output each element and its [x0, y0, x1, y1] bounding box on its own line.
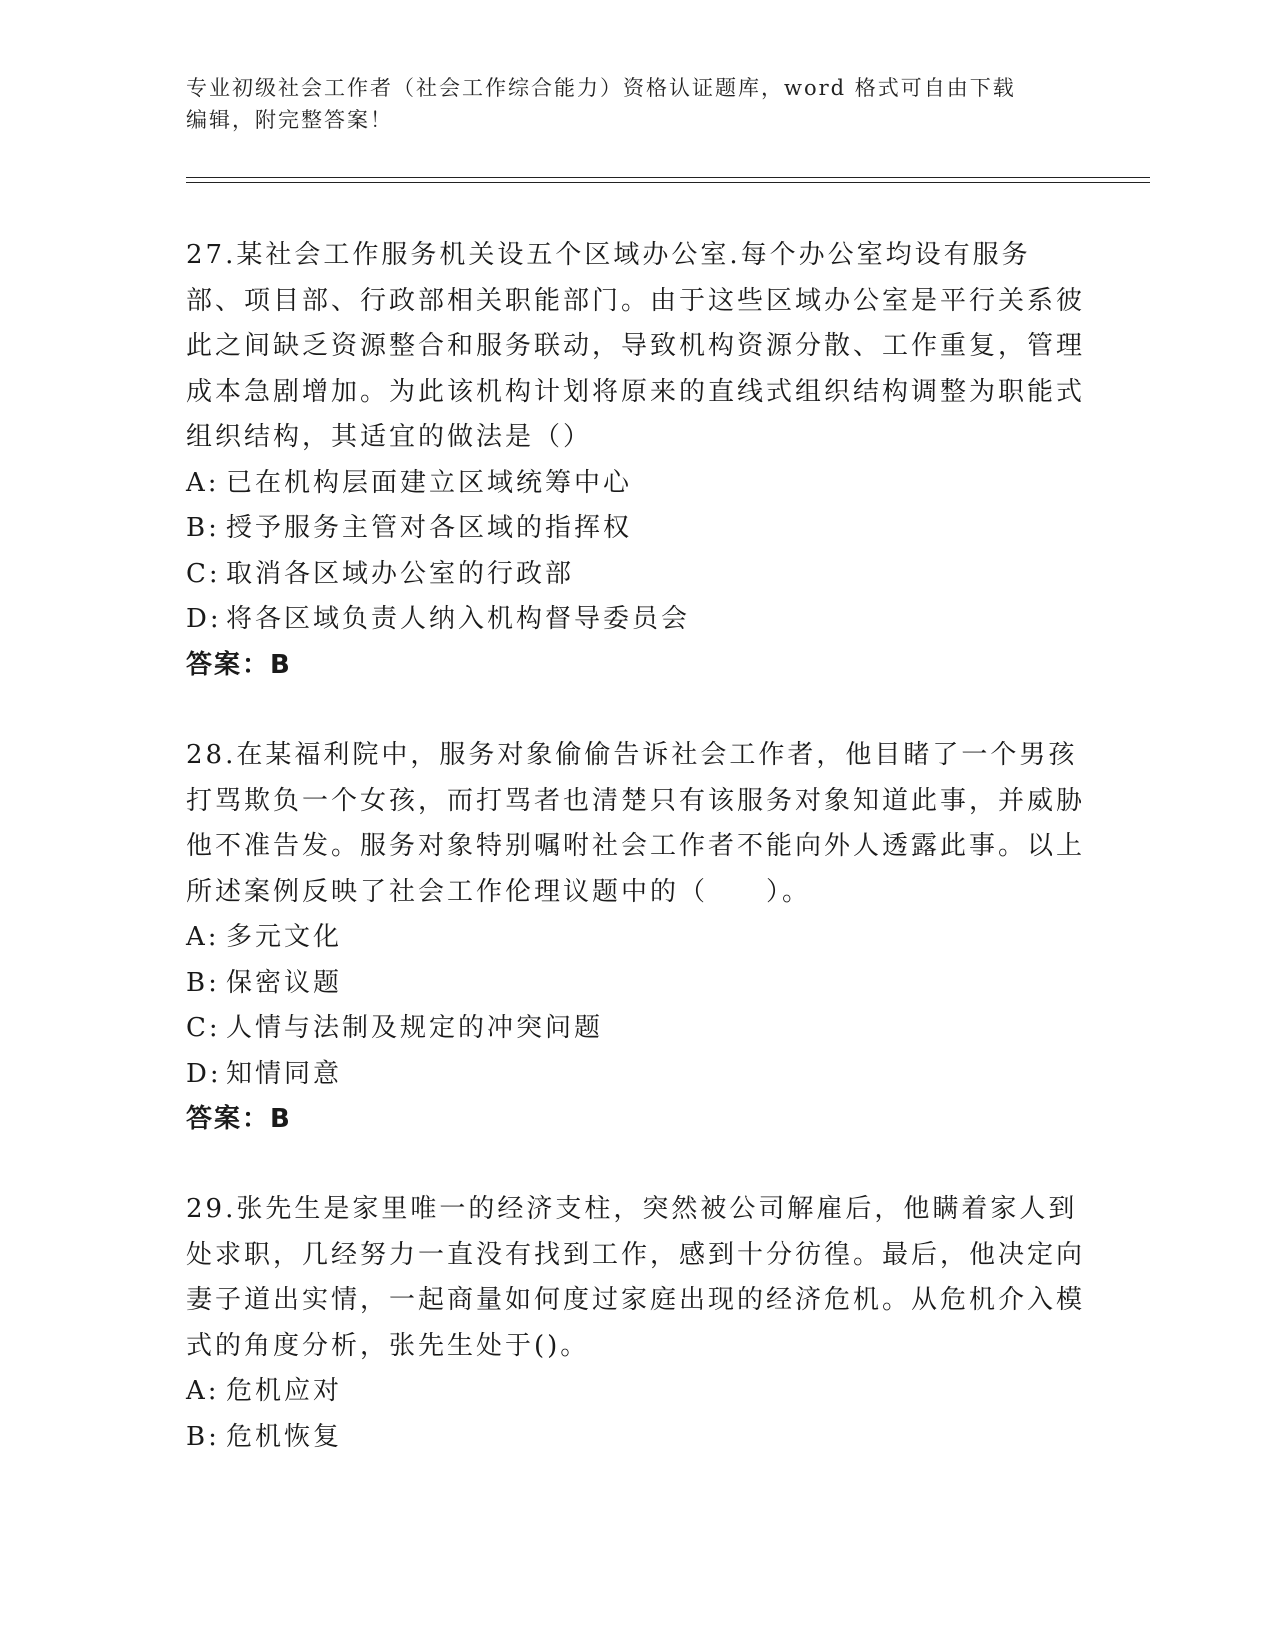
option-letter: D:: [186, 604, 222, 634]
option-list: [186, 915, 1086, 1097]
option-letter: B:: [186, 1421, 220, 1452]
option-a: [186, 461, 1086, 507]
option-letter: C:: [186, 558, 221, 589]
option-text: 知情同意: [226, 1058, 343, 1089]
answer-line: 答案：B: [186, 1104, 292, 1134]
question-29: [186, 1187, 1086, 1460]
option-b: [186, 1415, 1086, 1461]
option-a: [186, 915, 1086, 961]
option-b: [186, 961, 1086, 1007]
question-stem: 28.在某福利院中，服务对象偷偷告诉社会工作者，他目睹了一个男孩打骂欺负一个女孩，而打骂者也清楚只有该服务对象知道此事，并威胁他不准告发。服务对象特别嘱咐社会工作者不能向外人透露此事。以上所述案例反映了社会工作伦理议题中的（ ）。: [186, 740, 1086, 907]
question-stem: 29.张先生是家里唯一的经济支柱，突然被公司解雇后，他瞒着家人到处求职，几经努力一直没有找到工作，感到十分彷徨。最后，他决定向妻子道出实情，一起商量如何度过家庭出现的经济危机。从危机介入模式的角度分析，张先生处于()。: [186, 1194, 1086, 1361]
document-header: [186, 72, 1066, 136]
header-line-1: 专业初级社会工作者（社会工作综合能力）资格认证题库，word 格式可自由下载: [186, 76, 1016, 100]
option-text: 已在机构层面建立区域统筹中心: [226, 467, 633, 498]
option-d: [186, 1052, 1086, 1098]
option-a: [186, 1369, 1086, 1415]
option-letter: C:: [186, 1013, 221, 1043]
option-text: 危机应对: [226, 1376, 343, 1406]
question-stem: 27.某社会工作服务机关设五个区域办公室.每个办公室均设有服务部、项目部、行政部相关职能部门。由于这些区域办公室是平行关系彼此之间缺乏资源整合和服务联动，导致机构资源分散、工作重复，管理成本急剧增加。为此该机构计划将原来的直线式组织结构调整为职能式组织结构，其适宜的做法是（）: [186, 240, 1086, 452]
question-27: [186, 233, 1086, 688]
option-text: 多元文化: [226, 922, 343, 952]
option-b: [186, 506, 1086, 552]
option-text: 将各区域负责人纳入机构督导委员会: [226, 604, 691, 634]
option-list: [186, 1369, 1086, 1460]
option-list: [186, 461, 1086, 643]
option-letter: A:: [186, 1376, 220, 1406]
option-letter: D:: [186, 1058, 222, 1089]
option-d: [186, 597, 1086, 643]
option-text: 授予服务主管对各区域的指挥权: [226, 513, 633, 543]
option-text: 人情与法制及规定的冲突问题: [226, 1013, 604, 1043]
option-text: 保密议题: [226, 967, 343, 998]
option-c: [186, 1006, 1086, 1052]
option-text: 取消各区域办公室的行政部: [226, 558, 575, 589]
option-letter: B:: [186, 967, 220, 998]
header-line-2: 编辑，附完整答案！: [186, 108, 393, 132]
option-text: 危机恢复: [226, 1421, 343, 1452]
answer-line: 答案：B: [186, 649, 292, 680]
option-letter: B:: [186, 513, 220, 543]
header-divider-top: [186, 177, 1150, 178]
option-c: [186, 552, 1086, 598]
option-letter: A:: [186, 467, 220, 498]
header-divider-bottom: [186, 182, 1150, 183]
option-letter: A:: [186, 922, 220, 952]
question-28: [186, 733, 1086, 1143]
